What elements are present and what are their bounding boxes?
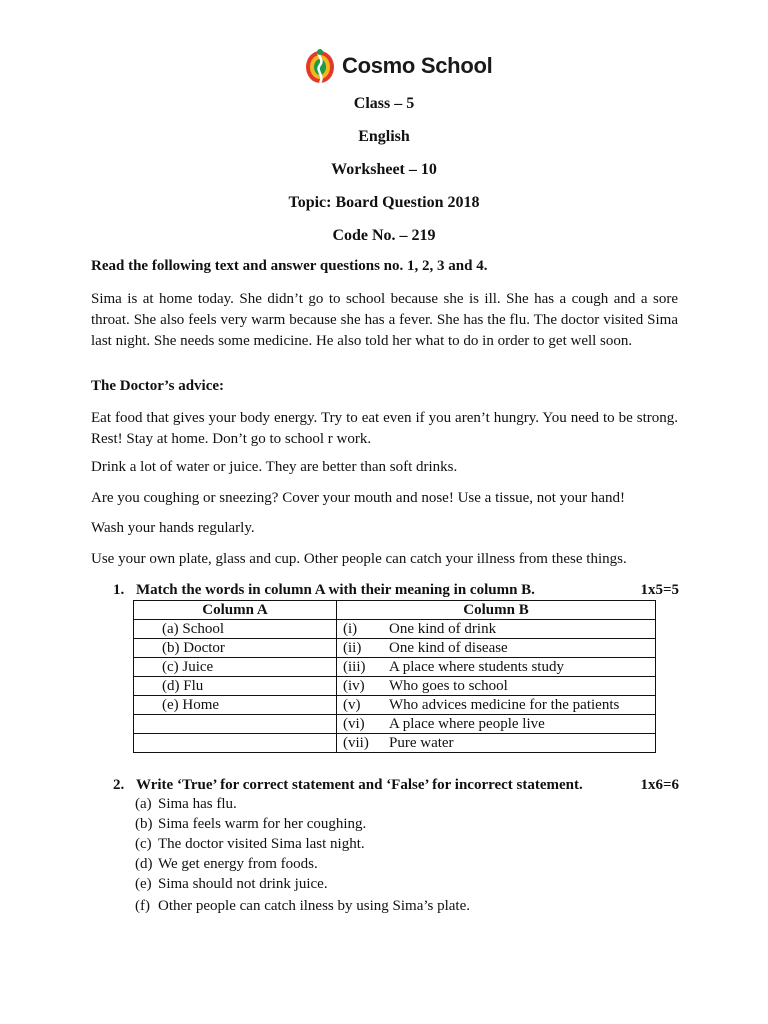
- table-header-row: [134, 601, 656, 620]
- statement-text: Sima should not drink juice.: [158, 876, 328, 892]
- roman-numeral: (vi): [343, 716, 365, 732]
- statement-item: [135, 856, 318, 873]
- table-row: [134, 620, 656, 639]
- topic-line: Topic: Board Question 2018: [288, 194, 480, 211]
- table-row: [134, 658, 656, 677]
- advice-paragraph: Eat food that gives your body energy. Try to eat even if you aren’t hungry. You need to be strong. Rest! Stay at home. Don’t go to school r work.: [91, 410, 678, 447]
- column-a-header: Column A: [134, 601, 337, 620]
- meaning-text: Who goes to school: [389, 678, 508, 694]
- meaning-text: Pure water: [389, 735, 454, 751]
- statement-text: Sima feels warm for her coughing.: [158, 816, 367, 832]
- question-number: 2.: [113, 777, 125, 793]
- roman-numeral: (vii): [343, 735, 369, 751]
- statement-item: [135, 796, 237, 813]
- worksheet-line: Worksheet – 10: [331, 161, 437, 178]
- roman-numeral: (v): [343, 697, 361, 713]
- roman-numeral: (i): [343, 621, 358, 637]
- column-b-cell: [337, 734, 656, 753]
- school-name: Cosmo School: [342, 53, 493, 78]
- table-row: [134, 696, 656, 715]
- statement-item: [135, 816, 366, 833]
- meaning-text: A place where people live: [389, 716, 545, 732]
- column-b-cell: [337, 658, 656, 677]
- reading-instruction: Read the following text and answer questions no. 1, 2, 3 and 4.: [91, 258, 488, 274]
- statement-text: We get energy from foods.: [158, 856, 318, 872]
- column-a-cell: [134, 715, 337, 734]
- advice-line: Are you coughing or sneezing? Cover your mouth and nose! Use a tissue, not your hand!: [91, 490, 626, 506]
- column-b-cell: [337, 677, 656, 696]
- advice-heading: The Doctor’s advice:: [91, 378, 225, 394]
- meaning-text: A place where students study: [389, 659, 564, 675]
- column-a-cell: (b) Doctor: [134, 639, 337, 658]
- statement-item: [135, 876, 328, 893]
- statement-label: (f): [135, 898, 150, 914]
- code-line: Code No. – 219: [332, 227, 436, 244]
- column-b-cell: [337, 696, 656, 715]
- roman-numeral: (ii): [343, 640, 362, 656]
- meaning-text: One kind of disease: [389, 640, 508, 656]
- column-a-cell: (c) Juice: [134, 658, 337, 677]
- meaning-text: One kind of drink: [389, 621, 497, 637]
- column-b-cell: [337, 715, 656, 734]
- statement-label: (c): [135, 836, 152, 852]
- advice-line: Wash your hands regularly.: [91, 520, 255, 536]
- statement-text: Other people can catch ilness by using Sima’s plate.: [158, 898, 471, 914]
- column-a-cell: [134, 734, 337, 753]
- advice-line: Use your own plate, glass and cup. Other people can catch your illness from these things.: [91, 551, 627, 567]
- statement-text: Sima has flu.: [158, 796, 237, 812]
- column-a-cell: (e) Home: [134, 696, 337, 715]
- statement-label: (a): [135, 796, 152, 812]
- reading-passage: Sima is at home today. She didn’t go to school because she is ill. She has a cough and a sore throat. She also feels very warm because she has a fever. She has the flu. The doctor visited Sima last night. She needs some medicine. He also told her what to do in order to get well soon.: [91, 291, 678, 349]
- statement-label: (e): [135, 876, 152, 892]
- roman-numeral: (iii): [343, 659, 366, 675]
- statement-item: [135, 836, 365, 853]
- column-b-cell: [337, 639, 656, 658]
- column-a-cell: (d) Flu: [134, 677, 337, 696]
- statement-text: The doctor visited Sima last night.: [158, 836, 365, 852]
- question-2: [113, 777, 679, 794]
- question-marks: 1x5=5: [640, 582, 679, 598]
- table-row: [134, 734, 656, 753]
- advice-line: Drink a lot of water or juice. They are better than soft drinks.: [91, 459, 458, 475]
- question-marks: 1x6=6: [640, 777, 679, 793]
- table-row: [134, 715, 656, 734]
- meaning-text: Who advices medicine for the patients: [389, 697, 620, 713]
- question-number: 1.: [113, 582, 125, 598]
- school-logo: [303, 46, 492, 86]
- column-a-cell: (a) School: [134, 620, 337, 639]
- column-b-header: Column B: [337, 601, 656, 620]
- roman-numeral: (iv): [343, 678, 365, 694]
- question-text: Match the words in column A with their meaning in column B.: [136, 582, 535, 598]
- table-row: [134, 677, 656, 696]
- question-text: Write ‘True’ for correct statement and ‘False’ for incorrect statement.: [136, 777, 583, 793]
- school-emblem-icon: [303, 47, 337, 85]
- table-row: [134, 639, 656, 658]
- matching-table: [133, 600, 656, 753]
- question-1: [113, 582, 679, 599]
- subject-line: English: [358, 128, 410, 145]
- statement-label: (d): [135, 856, 153, 872]
- statement-item: [135, 898, 470, 915]
- statement-label: (b): [135, 816, 153, 832]
- class-line: Class – 5: [353, 95, 415, 112]
- column-b-cell: [337, 620, 656, 639]
